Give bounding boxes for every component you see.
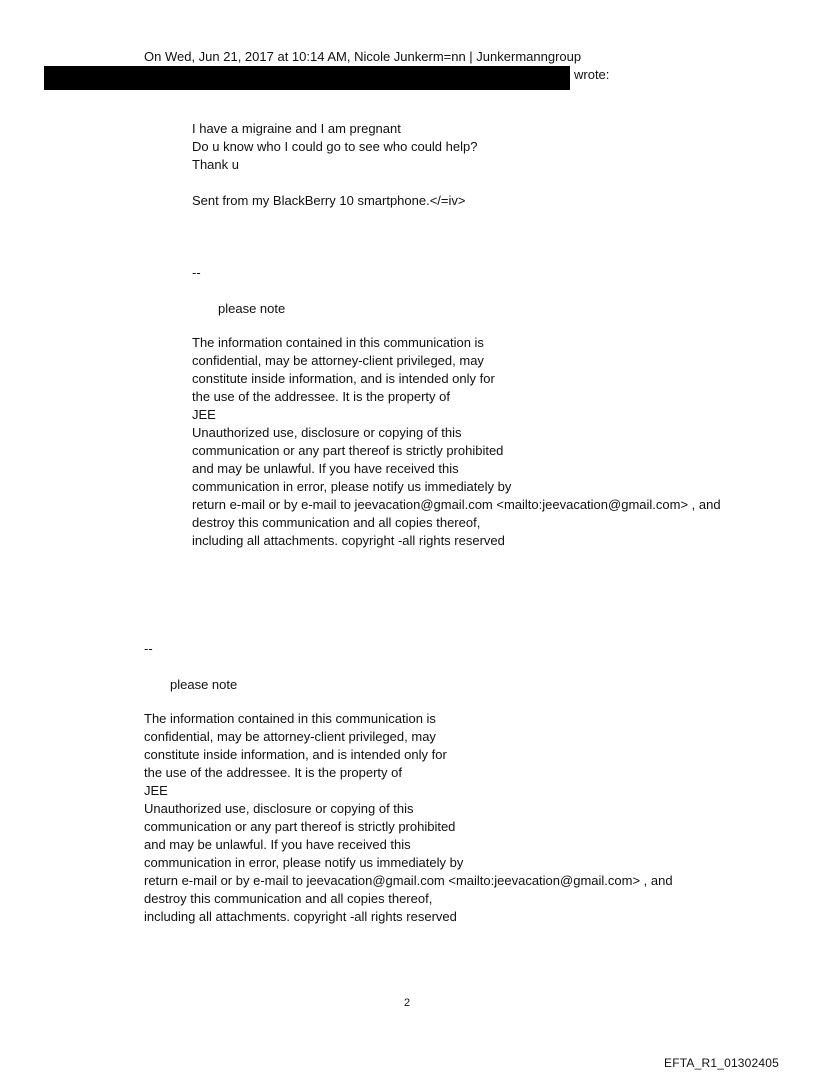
signature-line: communication or any part thereof is strictly prohibited — [192, 443, 504, 458]
signature-line: destroy this communication and all copies thereof, — [144, 891, 433, 906]
signature-line: the use of the addressee. It is the property of — [144, 765, 402, 780]
signature-line: including all attachments. copyright -all rights reserved — [144, 909, 457, 924]
signature-line: constitute inside information, and is intended only for — [192, 371, 495, 386]
signature-separator: -- — [192, 265, 201, 280]
document-id: EFTA_R1_01302405 — [664, 1056, 780, 1070]
message-line: Thank u — [192, 157, 239, 172]
signature-line: Unauthorized use, disclosure or copying of this — [192, 425, 462, 440]
signature-note-label: please note — [170, 677, 238, 692]
signature-separator: -- — [144, 641, 153, 656]
signature-line: communication or any part thereof is strictly prohibited — [144, 819, 456, 834]
message-line: Sent from my BlackBerry 10 smartphone.</=iv> — [192, 193, 466, 208]
signature-line: confidential, may be attorney-client privileged, may — [192, 353, 484, 368]
page-number: 2 — [404, 997, 411, 1009]
signature-line: JEE — [192, 407, 216, 422]
signature-line: JEE — [144, 783, 168, 798]
signature-line: communication in error, please notify us immediately by — [192, 479, 512, 494]
signature-line: The information contained in this communication is — [144, 711, 436, 726]
signature-note-label: please note — [218, 301, 286, 316]
signature-line: return e-mail or by e-mail to jeevacation@gmail.com <mailto:jeevacation@gmail.com> , and — [192, 497, 721, 512]
signature-line: confidential, may be attorney-client privileged, may — [144, 729, 436, 744]
signature-line: and may be unlawful. If you have received this — [192, 461, 459, 476]
signature-line: The information contained in this communication is — [192, 335, 484, 350]
email-header-wrote: wrote: — [574, 67, 610, 82]
signature-line: including all attachments. copyright -all rights reserved — [192, 533, 505, 548]
signature-line: return e-mail or by e-mail to jeevacation@gmail.com <mailto:jeevacation@gmail.com> , and — [144, 873, 673, 888]
signature-line: Unauthorized use, disclosure or copying of this — [144, 801, 414, 816]
message-line: I have a migraine and I am pregnant — [192, 121, 401, 136]
redaction-bar — [44, 66, 570, 90]
signature-line: and may be unlawful. If you have received this — [144, 837, 411, 852]
signature-line: constitute inside information, and is intended only for — [144, 747, 447, 762]
signature-line: communication in error, please notify us immediately by — [144, 855, 464, 870]
email-header-line: On Wed, Jun 21, 2017 at 10:14 AM, Nicole Junkerm=nn | Junkermanngroup — [144, 49, 582, 64]
signature-line: destroy this communication and all copies thereof, — [192, 515, 481, 530]
message-line: Do u know who I could go to see who could help? — [192, 139, 478, 154]
signature-line: the use of the addressee. It is the property of — [192, 389, 450, 404]
